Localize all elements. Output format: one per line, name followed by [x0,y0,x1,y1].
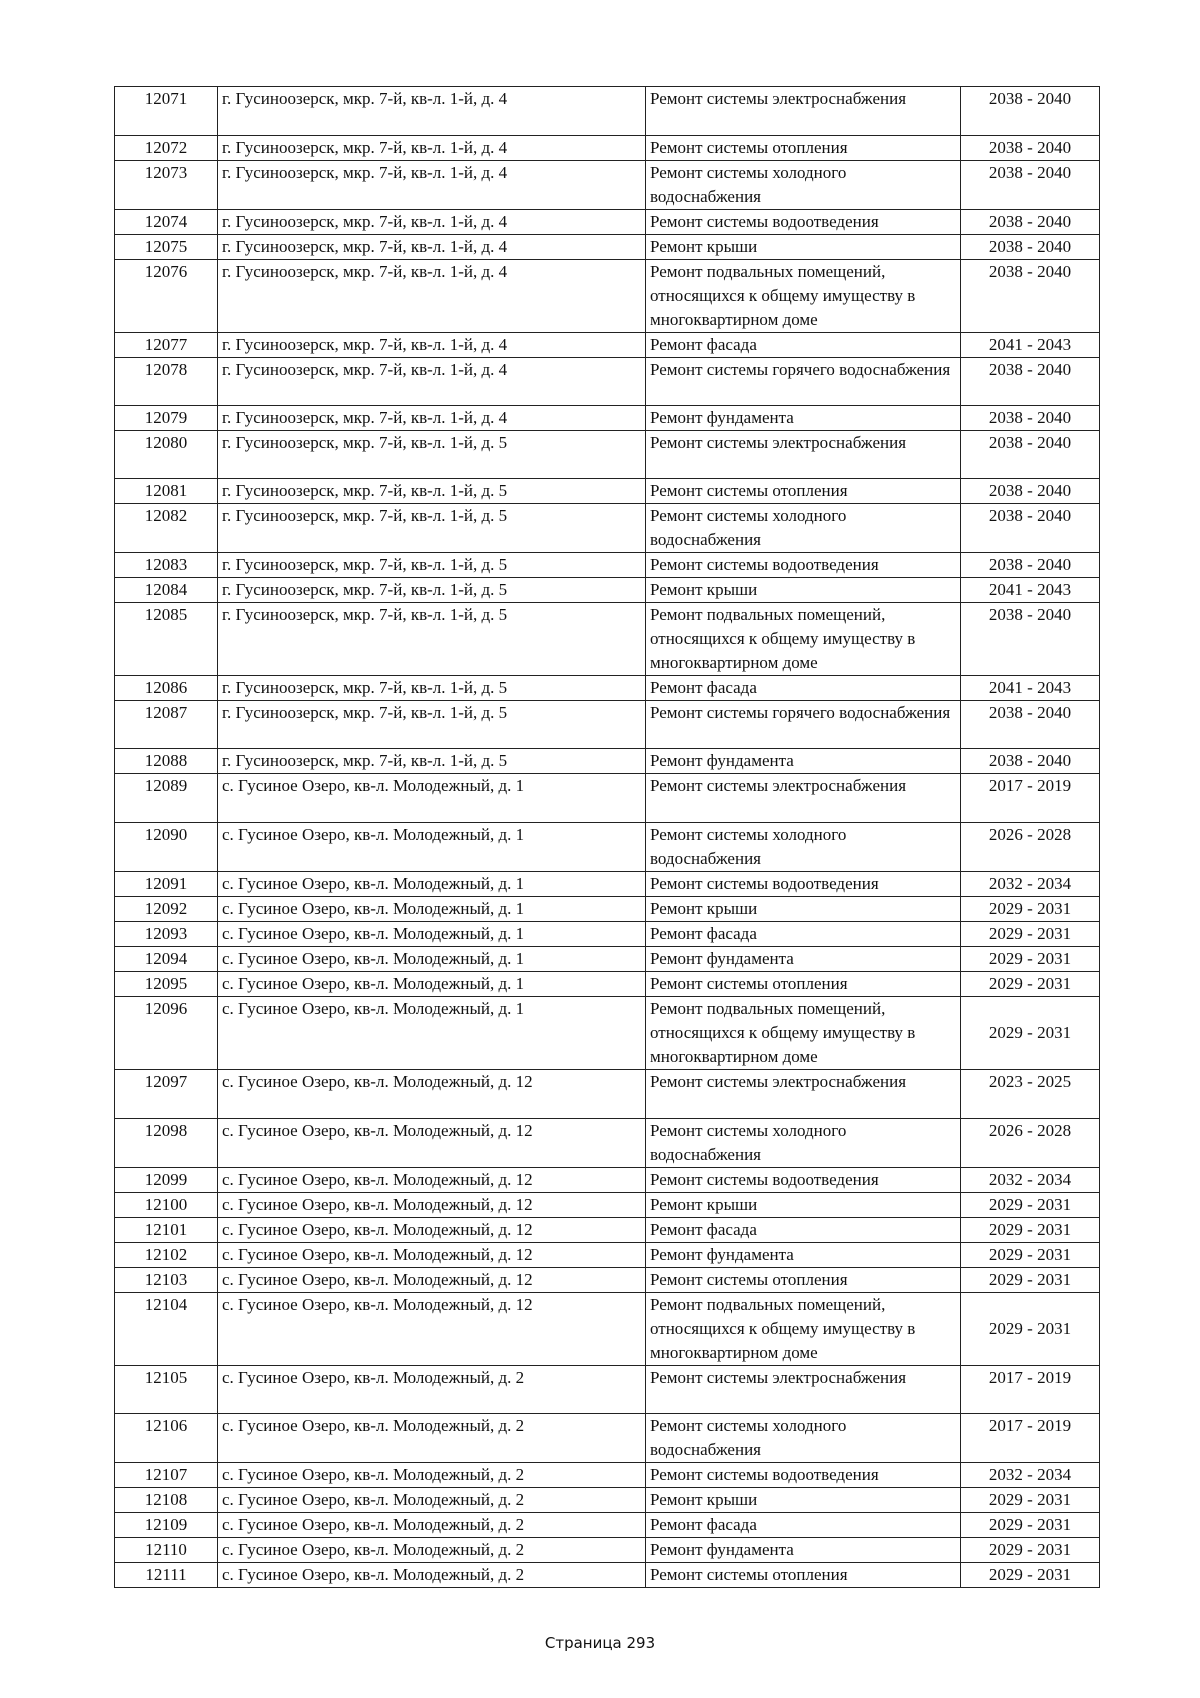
row-period: 2041 - 2043 [961,676,1100,701]
row-address: с. Гусиное Озеро, кв-л. Молодежный, д. 2 [218,1414,646,1463]
row-address: с. Гусиное Озеро, кв-л. Молодежный, д. 1 [218,897,646,922]
row-work-type: Ремонт системы электроснабжения [646,87,961,136]
table-row [115,161,1100,210]
table-row [115,87,1100,136]
row-number: 12093 [115,922,218,947]
table-row [115,431,1100,479]
table-row [115,1168,1100,1193]
row-number: 12089 [115,774,218,823]
table-row [115,260,1100,333]
row-period: 2032 - 2034 [961,872,1100,897]
row-number: 12108 [115,1488,218,1513]
row-period: 2026 - 2028 [961,1119,1100,1168]
row-work-type: Ремонт системы электроснабжения [646,1366,961,1414]
row-period: 2029 - 2031 [961,997,1100,1070]
row-address: с. Гусиное Озеро, кв-л. Молодежный, д. 12 [218,1218,646,1243]
row-work-type: Ремонт системы холодного водоснабжения [646,504,961,553]
row-period: 2038 - 2040 [961,87,1100,136]
row-period: 2041 - 2043 [961,578,1100,603]
row-period: 2017 - 2019 [961,1414,1100,1463]
row-number: 12100 [115,1193,218,1218]
table-row [115,774,1100,823]
row-work-type: Ремонт фундамента [646,406,961,431]
row-address: с. Гусиное Озеро, кв-л. Молодежный, д. 2 [218,1463,646,1488]
table-row [115,1193,1100,1218]
row-number: 12075 [115,235,218,260]
row-address: с. Гусиное Озеро, кв-л. Молодежный, д. 12 [218,1168,646,1193]
row-number: 12083 [115,553,218,578]
table-row [115,1563,1100,1588]
row-address: с. Гусиное Озеро, кв-л. Молодежный, д. 1 [218,947,646,972]
row-period: 2038 - 2040 [961,260,1100,333]
row-work-type: Ремонт системы отопления [646,972,961,997]
row-period: 2017 - 2019 [961,1366,1100,1414]
row-period: 2038 - 2040 [961,235,1100,260]
row-period: 2038 - 2040 [961,504,1100,553]
row-number: 12111 [115,1563,218,1588]
table-row [115,504,1100,553]
table-row [115,872,1100,897]
row-period: 2029 - 2031 [961,1488,1100,1513]
row-work-type: Ремонт системы электроснабжения [646,774,961,823]
table-row [115,578,1100,603]
row-work-type: Ремонт фундамента [646,1243,961,1268]
row-work-type: Ремонт подвальных помещений, относящихся к общему имуществу в многоквартирном доме [646,603,961,676]
table-row [115,1488,1100,1513]
row-address: с. Гусиное Озеро, кв-л. Молодежный, д. 12 [218,1070,646,1119]
row-address: с. Гусиное Озеро, кв-л. Молодежный, д. 2 [218,1366,646,1414]
table-row [115,1243,1100,1268]
row-number: 12086 [115,676,218,701]
row-address: г. Гусиноозерск, мкр. 7-й, кв-л. 1-й, д. 5 [218,603,646,676]
row-address: с. Гусиное Озеро, кв-л. Молодежный, д. 2 [218,1563,646,1588]
row-period: 2029 - 2031 [961,897,1100,922]
row-address: с. Гусиное Озеро, кв-л. Молодежный, д. 1 [218,922,646,947]
row-address: с. Гусиное Озеро, кв-л. Молодежный, д. 12 [218,1119,646,1168]
row-work-type: Ремонт подвальных помещений, относящихся к общему имуществу в многоквартирном доме [646,1293,961,1366]
row-period: 2038 - 2040 [961,406,1100,431]
row-address: с. Гусиное Озеро, кв-л. Молодежный, д. 12 [218,1193,646,1218]
table-row [115,1366,1100,1414]
row-period: 2029 - 2031 [961,972,1100,997]
row-work-type: Ремонт системы водоотведения [646,210,961,235]
row-address: с. Гусиное Озеро, кв-л. Молодежный, д. 1 [218,972,646,997]
row-address: г. Гусиноозерск, мкр. 7-й, кв-л. 1-й, д. 4 [218,210,646,235]
row-number: 12084 [115,578,218,603]
row-address: г. Гусиноозерск, мкр. 7-й, кв-л. 1-й, д. 5 [218,479,646,504]
row-work-type: Ремонт системы отопления [646,1563,961,1588]
row-work-type: Ремонт системы холодного водоснабжения [646,1119,961,1168]
row-work-type: Ремонт системы водоотведения [646,1168,961,1193]
row-number: 12103 [115,1268,218,1293]
row-address: с. Гусиное Озеро, кв-л. Молодежный, д. 1 [218,997,646,1070]
row-address: г. Гусиноозерск, мкр. 7-й, кв-л. 1-й, д. 5 [218,676,646,701]
table-row [115,479,1100,504]
row-work-type: Ремонт фундамента [646,1538,961,1563]
table-row [115,1414,1100,1463]
row-number: 12079 [115,406,218,431]
row-work-type: Ремонт фасада [646,1218,961,1243]
row-number: 12094 [115,947,218,972]
row-address: г. Гусиноозерск, мкр. 7-й, кв-л. 1-й, д. 4 [218,260,646,333]
row-address: г. Гусиноозерск, мкр. 7-й, кв-л. 1-й, д. 5 [218,578,646,603]
row-period: 2038 - 2040 [961,479,1100,504]
page-footer: Страница 293 [544,1634,656,1652]
row-work-type: Ремонт системы холодного водоснабжения [646,1414,961,1463]
row-period: 2017 - 2019 [961,774,1100,823]
table-row [115,1119,1100,1168]
row-work-type: Ремонт крыши [646,235,961,260]
row-period: 2029 - 2031 [961,1218,1100,1243]
row-period: 2029 - 2031 [961,1563,1100,1588]
row-work-type: Ремонт системы водоотведения [646,872,961,897]
row-work-type: Ремонт системы электроснабжения [646,1070,961,1119]
table-row [115,333,1100,358]
table-body [115,87,1100,1588]
table-row [115,358,1100,406]
table-row [115,553,1100,578]
row-address: г. Гусиноозерск, мкр. 7-й, кв-л. 1-й, д. 5 [218,701,646,749]
row-period: 2038 - 2040 [961,161,1100,210]
row-address: г. Гусиноозерск, мкр. 7-й, кв-л. 1-й, д. 5 [218,553,646,578]
row-address: г. Гусиноозерск, мкр. 7-й, кв-л. 1-й, д. 5 [218,749,646,774]
row-work-type: Ремонт системы отопления [646,136,961,161]
table-row [115,235,1100,260]
table-row [115,1070,1100,1119]
row-address: с. Гусиное Озеро, кв-л. Молодежный, д. 1 [218,872,646,897]
row-work-type: Ремонт крыши [646,578,961,603]
row-number: 12077 [115,333,218,358]
table-row [115,997,1100,1070]
table-row [115,1218,1100,1243]
table-row [115,1268,1100,1293]
row-number: 12082 [115,504,218,553]
row-address: г. Гусиноозерск, мкр. 7-й, кв-л. 1-й, д. 4 [218,358,646,406]
row-number: 12107 [115,1463,218,1488]
table-row [115,701,1100,749]
row-period: 2041 - 2043 [961,333,1100,358]
row-period: 2032 - 2034 [961,1168,1100,1193]
row-number: 12091 [115,872,218,897]
row-number: 12098 [115,1119,218,1168]
table-row [115,1513,1100,1538]
table-row [115,749,1100,774]
row-number: 12088 [115,749,218,774]
row-number: 12076 [115,260,218,333]
row-number: 12097 [115,1070,218,1119]
row-period: 2038 - 2040 [961,210,1100,235]
table-row [115,972,1100,997]
row-period: 2038 - 2040 [961,431,1100,479]
row-period: 2029 - 2031 [961,947,1100,972]
table-row [115,1538,1100,1563]
row-period: 2026 - 2028 [961,823,1100,872]
row-number: 12078 [115,358,218,406]
row-number: 12071 [115,87,218,136]
row-number: 12109 [115,1513,218,1538]
row-period: 2038 - 2040 [961,553,1100,578]
row-work-type: Ремонт фасада [646,922,961,947]
row-work-type: Ремонт подвальных помещений, относящихся к общему имуществу в многоквартирном доме [646,997,961,1070]
row-period: 2029 - 2031 [961,1243,1100,1268]
row-number: 12095 [115,972,218,997]
row-number: 12101 [115,1218,218,1243]
row-work-type: Ремонт системы электроснабжения [646,431,961,479]
row-work-type: Ремонт системы холодного водоснабжения [646,823,961,872]
row-number: 12096 [115,997,218,1070]
row-number: 12092 [115,897,218,922]
row-period: 2029 - 2031 [961,922,1100,947]
row-address: г. Гусиноозерск, мкр. 7-й, кв-л. 1-й, д. 5 [218,504,646,553]
table-row [115,1463,1100,1488]
row-work-type: Ремонт системы водоотведения [646,1463,961,1488]
row-work-type: Ремонт крыши [646,1488,961,1513]
row-number: 12080 [115,431,218,479]
table-row [115,210,1100,235]
row-work-type: Ремонт системы горячего водоснабжения [646,701,961,749]
row-number: 12073 [115,161,218,210]
row-address: с. Гусиное Озеро, кв-л. Молодежный, д. 12 [218,1268,646,1293]
table-row [115,823,1100,872]
row-period: 2029 - 2031 [961,1513,1100,1538]
row-period: 2032 - 2034 [961,1463,1100,1488]
row-number: 12102 [115,1243,218,1268]
row-number: 12090 [115,823,218,872]
row-address: г. Гусиноозерск, мкр. 7-й, кв-л. 1-й, д. 4 [218,333,646,358]
row-number: 12087 [115,701,218,749]
row-work-type: Ремонт подвальных помещений, относящихся к общему имуществу в многоквартирном доме [646,260,961,333]
table-row [115,922,1100,947]
row-work-type: Ремонт системы холодного водоснабжения [646,161,961,210]
row-number: 12074 [115,210,218,235]
row-work-type: Ремонт системы горячего водоснабжения [646,358,961,406]
row-number: 12105 [115,1366,218,1414]
row-work-type: Ремонт крыши [646,897,961,922]
row-number: 12085 [115,603,218,676]
row-number: 12072 [115,136,218,161]
row-address: с. Гусиное Озеро, кв-л. Молодежный, д. 2 [218,1513,646,1538]
table-row [115,603,1100,676]
row-address: с. Гусиное Озеро, кв-л. Молодежный, д. 1 [218,774,646,823]
row-work-type: Ремонт фундамента [646,749,961,774]
row-number: 12099 [115,1168,218,1193]
row-address: г. Гусиноозерск, мкр. 7-й, кв-л. 1-й, д. 4 [218,406,646,431]
row-period: 2038 - 2040 [961,603,1100,676]
row-address: с. Гусиное Озеро, кв-л. Молодежный, д. 12 [218,1243,646,1268]
row-period: 2038 - 2040 [961,749,1100,774]
row-address: г. Гусиноозерск, мкр. 7-й, кв-л. 1-й, д. 5 [218,431,646,479]
row-address: г. Гусиноозерск, мкр. 7-й, кв-л. 1-й, д. 4 [218,235,646,260]
row-work-type: Ремонт системы отопления [646,479,961,504]
row-address: г. Гусиноозерск, мкр. 7-й, кв-л. 1-й, д. 4 [218,136,646,161]
row-number: 12106 [115,1414,218,1463]
table-row [115,136,1100,161]
row-work-type: Ремонт фасада [646,1513,961,1538]
row-period: 2038 - 2040 [961,358,1100,406]
row-work-type: Ремонт крыши [646,1193,961,1218]
table-row [115,897,1100,922]
row-work-type: Ремонт фундамента [646,947,961,972]
row-period: 2029 - 2031 [961,1193,1100,1218]
row-number: 12081 [115,479,218,504]
row-work-type: Ремонт системы водоотведения [646,553,961,578]
table-row [115,947,1100,972]
row-work-type: Ремонт фасада [646,676,961,701]
row-address: с. Гусиное Озеро, кв-л. Молодежный, д. 1 [218,823,646,872]
table-row [115,406,1100,431]
row-period: 2038 - 2040 [961,701,1100,749]
row-work-type: Ремонт фасада [646,333,961,358]
row-address: с. Гусиное Озеро, кв-л. Молодежный, д. 2 [218,1488,646,1513]
table-row [115,1293,1100,1366]
row-number: 12104 [115,1293,218,1366]
row-period: 2023 - 2025 [961,1070,1100,1119]
row-period: 2029 - 2031 [961,1293,1100,1366]
row-number: 12110 [115,1538,218,1563]
repair-schedule-table [114,86,1100,1588]
row-address: с. Гусиное Озеро, кв-л. Молодежный, д. 2 [218,1538,646,1563]
row-address: г. Гусиноозерск, мкр. 7-й, кв-л. 1-й, д. 4 [218,87,646,136]
table-row [115,676,1100,701]
row-period: 2029 - 2031 [961,1538,1100,1563]
row-work-type: Ремонт системы отопления [646,1268,961,1293]
row-address: г. Гусиноозерск, мкр. 7-й, кв-л. 1-й, д. 4 [218,161,646,210]
row-period: 2038 - 2040 [961,136,1100,161]
row-period: 2029 - 2031 [961,1268,1100,1293]
row-address: с. Гусиное Озеро, кв-л. Молодежный, д. 12 [218,1293,646,1366]
